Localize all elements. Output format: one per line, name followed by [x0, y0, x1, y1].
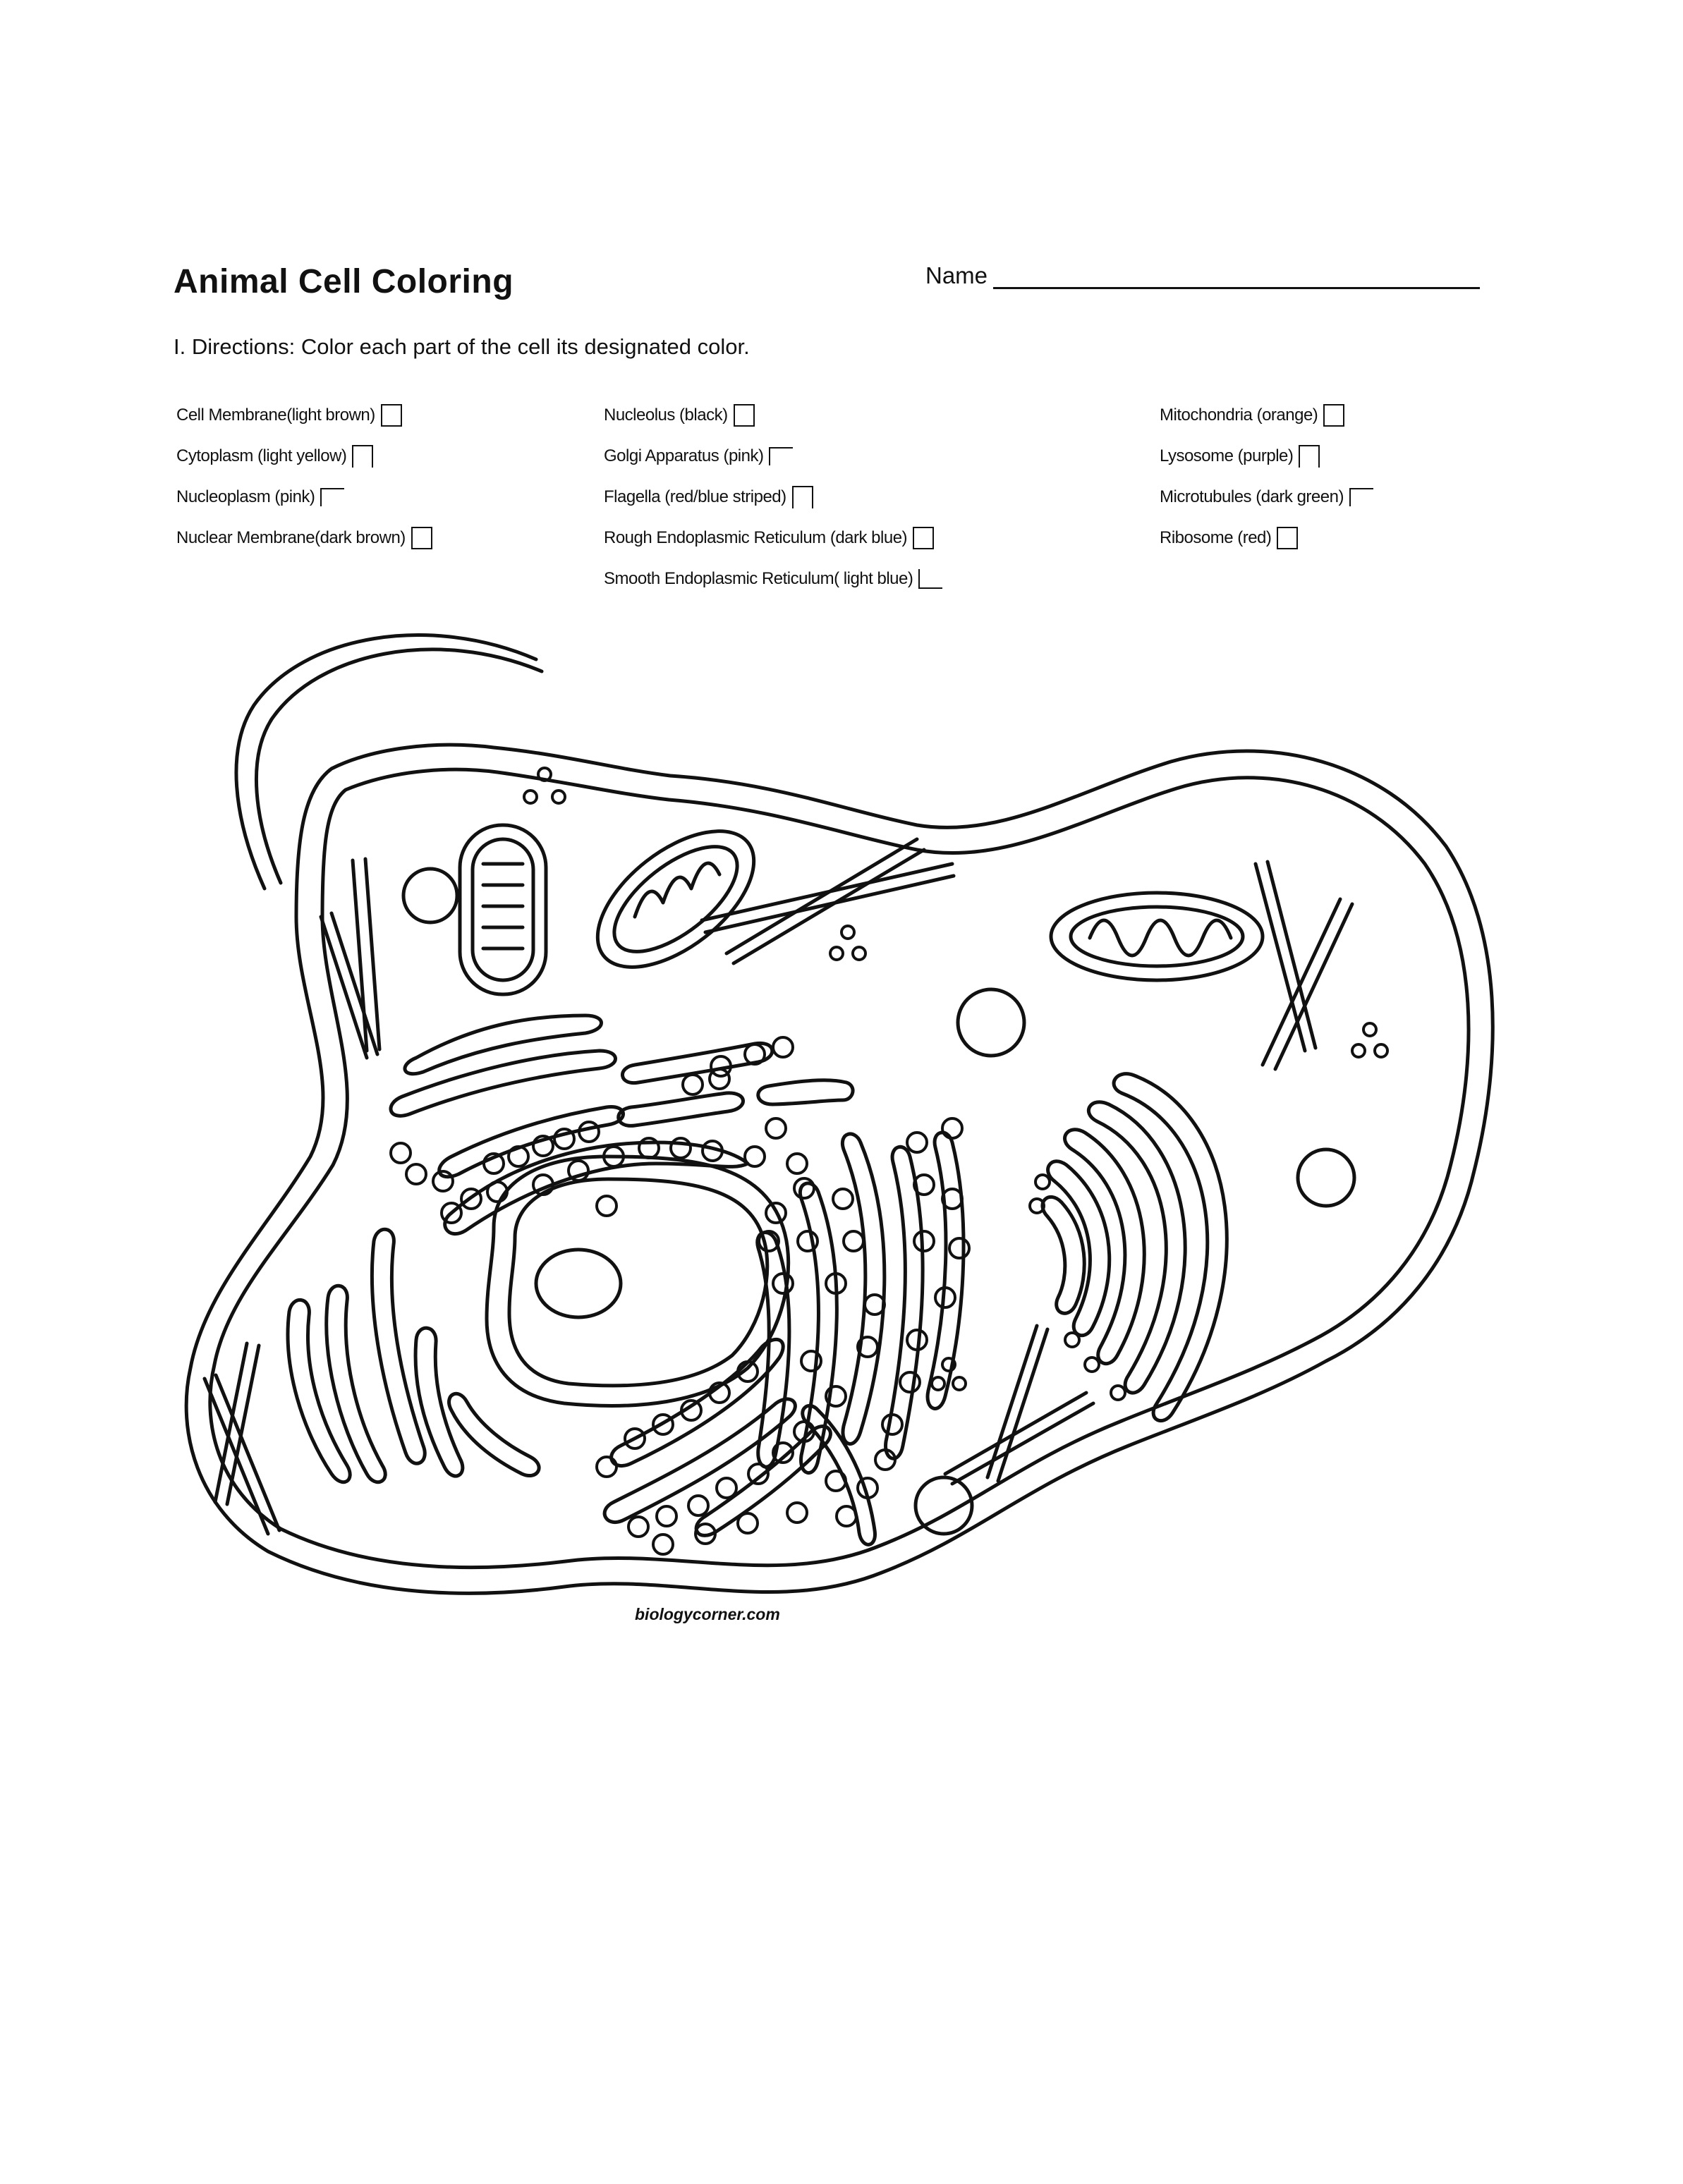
smooth-endoplasmic-reticulum[interactable] [288, 1229, 539, 1482]
legend-label: Ribosome (red) [1160, 528, 1272, 547]
legend-label: Cell Membrane(light brown) [176, 405, 375, 425]
mitochondrion-2[interactable] [574, 805, 778, 993]
legend-label: Nucleoplasm (pink) [176, 487, 315, 506]
nucleolus[interactable] [536, 1250, 621, 1317]
legend-label: Nucleolus (black) [604, 405, 728, 425]
flagellum[interactable] [236, 635, 542, 889]
microtubules[interactable] [205, 839, 1352, 1534]
mitochondrion-1[interactable] [460, 825, 546, 994]
legend-label: Flagella (red/blue striped) [604, 487, 786, 506]
credit-text: biologycorner.com [635, 1605, 780, 1623]
golgi-apparatus[interactable] [1030, 1074, 1227, 1421]
legend-label: Rough Endoplasmic Reticulum (dark blue) [604, 528, 908, 547]
legend-label: Golgi Apparatus (pink) [604, 446, 764, 465]
mitochondrion-3[interactable] [1051, 893, 1263, 980]
legend-label: Mitochondria (orange) [1160, 405, 1318, 425]
legend-label: Nuclear Membrane(dark brown) [176, 528, 406, 547]
legend-label: Cytoplasm (light yellow) [176, 446, 347, 465]
directions-text: I. Directions: Color each part of the cell its designated color. [174, 334, 750, 359]
legend-label: Smooth Endoplasmic Reticulum( light blue) [604, 569, 913, 588]
name-label: Name [925, 262, 988, 288]
worksheet-title: Animal Cell Coloring [174, 263, 514, 300]
legend-label: Lysosome (purple) [1160, 446, 1294, 465]
legend-label: Microtubules (dark green) [1160, 487, 1344, 506]
